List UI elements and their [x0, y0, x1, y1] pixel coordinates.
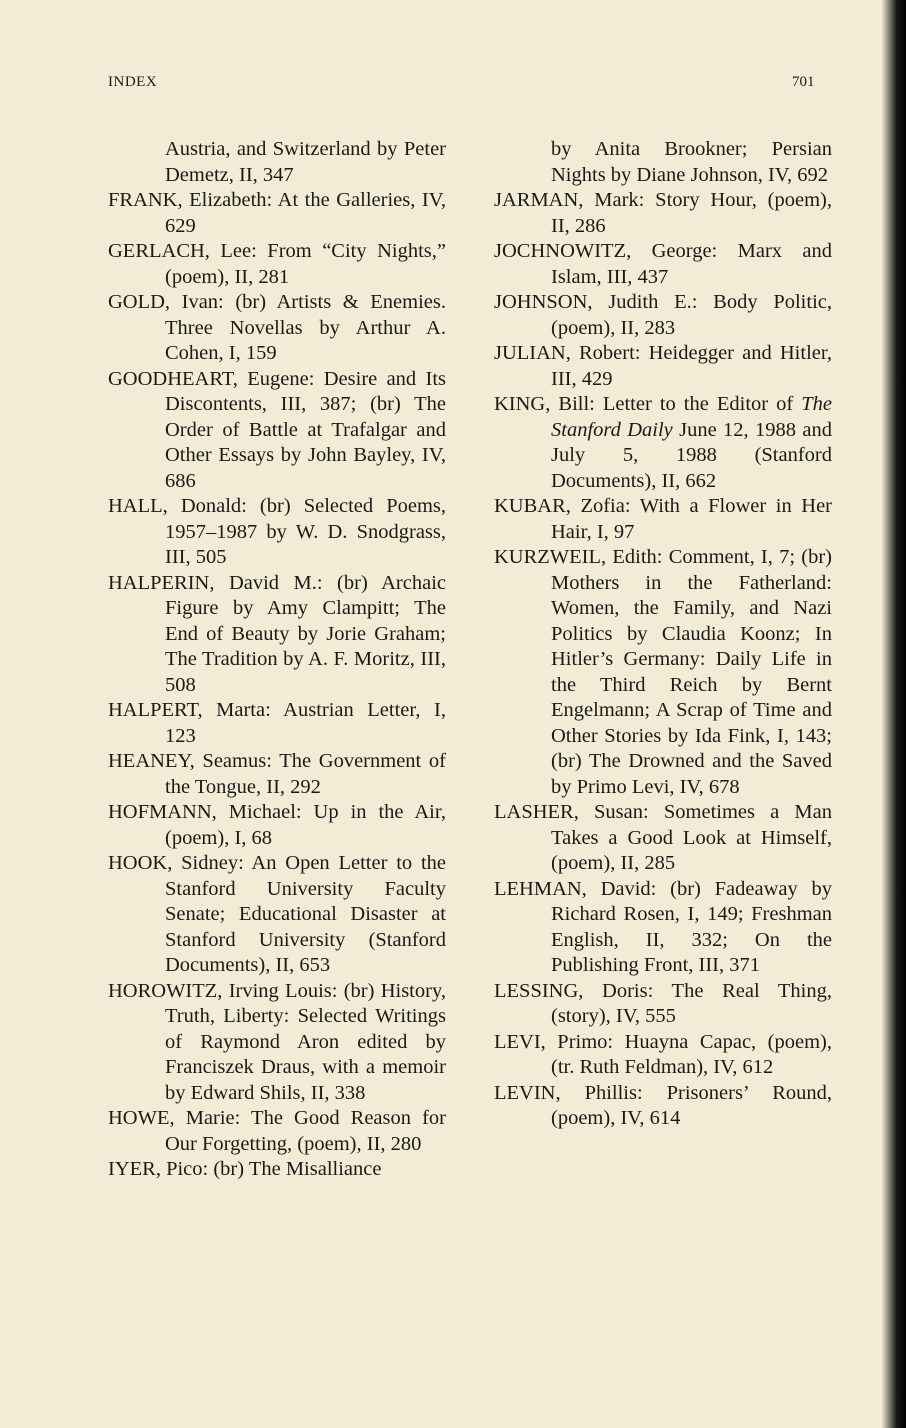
index-entry: LEHMAN, David: (br) Fadeaway by Richard Rosen, I, 149; Freshman English, II, 332; On the Publishing Front, III, 371	[494, 877, 832, 976]
king-entry-text-end: June 12, 1988 and July 5, 1988 (Stanford Documents), II, 662	[551, 418, 832, 492]
index-entry: LESSING, Doris: The Real Thing, (story), IV, 555	[494, 979, 832, 1027]
index-entry: KURZWEIL, Edith: Comment, I, 7; (br) Mothers in the Fatherland: Women, the Family, and Nazi Politics by Claudia Koonz; In Hitler’s Germany: Daily Life in the Third Reich by Bernt Engelmann; A Scrap of Time and Other Stories by Ida Fink, I, 143; (br) The Drowned and the Saved by Primo Levi, IV, 678	[494, 546, 832, 798]
index-entry: LEVIN, Phillis: Prisoners’ Round, (poem), IV, 614	[494, 1081, 832, 1129]
index-entry: IYER, Pico: (br) The Misalliance	[108, 1158, 382, 1180]
index-entry: HOOK, Sidney: An Open Letter to the Stanford University Faculty Senate; Educational Disaster at Stanford University (Stanford Documents), II, 653	[108, 852, 446, 976]
index-entry: HALL, Donald: (br) Selected Poems, 1957–1987 by W. D. Snodgrass, III, 505	[108, 495, 446, 568]
index-entry: JOCHNOWITZ, George: Marx and Islam, III, 437	[494, 240, 832, 288]
page-edge-shadow	[882, 0, 906, 1428]
index-entry: LASHER, Susan: Sometimes a Man Takes a Good Look at Himself, (poem), II, 285	[494, 801, 832, 874]
page-number: 701	[792, 74, 815, 90]
index-entry: HOROWITZ, Irving Louis: (br) History, Truth, Liberty: Selected Writings of Raymond Aron edited by Franciszek Draus, with a memoir by Edward Shils, II, 338	[108, 979, 446, 1104]
index-entry: HALPERIN, David M.: (br) Archaic Figure by Amy Clampitt; The End of Beauty by Jorie Graham; The Tradition by A. F. Moritz, III, 508	[108, 571, 446, 696]
king-entry-text: KING, Bill: Letter to the Editor of	[494, 393, 802, 415]
index-entry: KUBAR, Zofia: With a Flower in Her Hair, I, 97	[494, 495, 832, 543]
index-entry: GERLACH, Lee: From “City Nights,” (poem), II, 281	[108, 240, 446, 288]
index-entry: HOWE, Marie: The Good Reason for Our Forgetting, (poem), II, 280	[108, 1107, 446, 1155]
index-entry: HOFMANN, Michael: Up in the Air, (poem), I, 68	[108, 801, 446, 849]
index-entry-king	[494, 392, 832, 494]
index-entry: HEANEY, Seamus: The Government of the Tongue, II, 292	[108, 750, 446, 798]
index-entry: GOLD, Ivan: (br) Artists & Enemies. Three Novellas by Arthur A. Cohen, I, 159	[108, 291, 446, 364]
index-entry: FRANK, Elizabeth: At the Galleries, IV, 629	[108, 189, 446, 237]
running-head: INDEX	[108, 74, 158, 90]
index-entry: JOHNSON, Judith E.: Body Politic, (poem), II, 283	[494, 291, 832, 339]
index-entry: HALPERT, Marta: Austrian Letter, I, 123	[108, 699, 446, 747]
index-entry: GOODHEART, Eugene: Desire and Its Discontents, III, 387; (br) The Order of Battle at Trafalgar and Other Essays by John Bayley, IV, 686	[108, 367, 446, 492]
index-column-right	[494, 137, 832, 1132]
index-entry: LEVI, Primo: Huayna Capac, (poem), (tr. Ruth Feldman), IV, 612	[494, 1030, 832, 1078]
index-entry: JARMAN, Mark: Story Hour, (poem), II, 286	[494, 189, 832, 237]
index-entry: by Anita Brookner; Persian Nights by Diane Johnson, IV, 692	[551, 138, 832, 186]
index-entry: Austria, and Switzerland by Peter Demetz, II, 347	[165, 138, 446, 186]
index-column-left	[108, 137, 446, 1183]
index-entry: JULIAN, Robert: Heidegger and Hitler, III, 429	[494, 342, 832, 390]
king-entry-italic-title: The Stanford Daily	[551, 393, 832, 441]
